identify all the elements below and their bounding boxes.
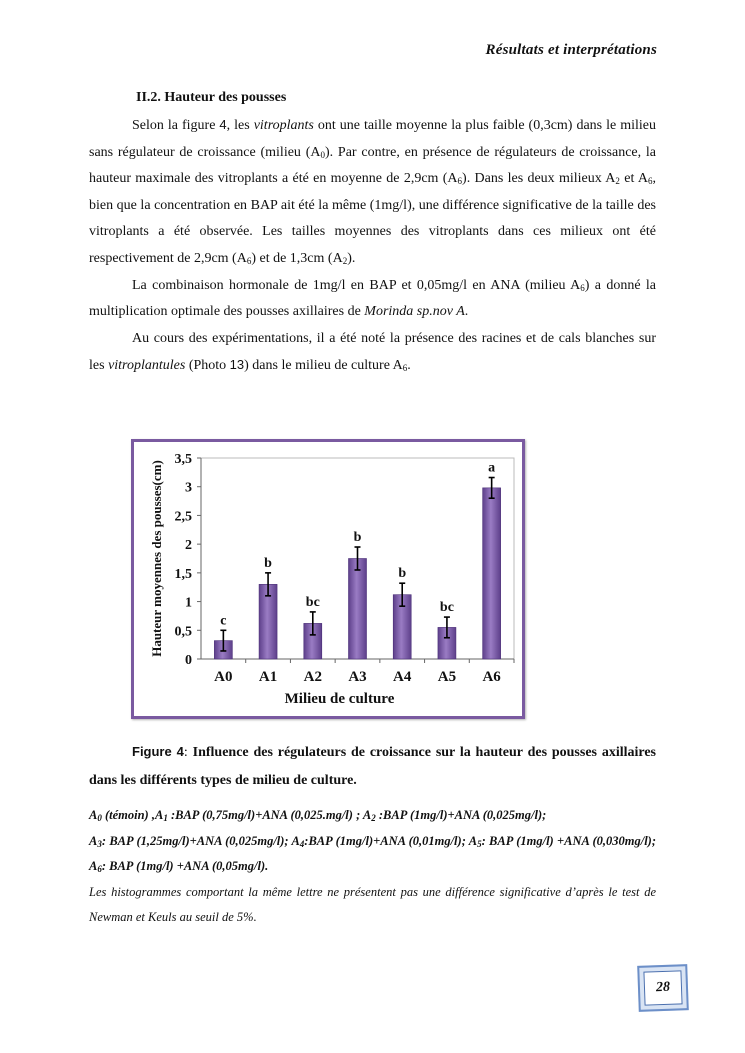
page-number-box: [637, 964, 689, 1012]
y-tick-label: 0: [185, 653, 192, 668]
significance-letter: b: [264, 555, 272, 571]
figure-legend: [89, 803, 656, 931]
running-header: Résultats et interprétations: [485, 42, 657, 58]
legend-note: Les histogrammes comportant la même lettre ne présentent pas une différence significative d’après le test de Newman et Keuls au seuil de 5%.: [89, 884, 656, 924]
y-tick-label: 3,5: [174, 452, 192, 467]
section-title: II.2. Hauteur des pousses: [136, 90, 287, 105]
y-tick-label: 0,5: [174, 624, 192, 640]
paragraph-3: Au cours des expérimentations, il a été noté la présence des racines et de cals blanches sur les vitroplantules (Photo 13) dans le milieu de culture $A_6$.: [89, 330, 656, 374]
y-tick-label: 3: [185, 480, 192, 496]
caption-text: Influence des régulateurs de croissance sur la hauteur des pousses axillaires dans les différents types de milieu de culture.: [89, 745, 656, 788]
figure-caption: Figure 4: Influence des régulateurs de croissance sur la hauteur des pousses axillaires dans les différents types de milieu de culture.: [89, 744, 656, 788]
y-tick-label: 1: [185, 595, 192, 611]
bar-a6: [483, 488, 501, 659]
significance-letter: bc: [439, 600, 454, 616]
x-axis-title: Milieu de culture: [284, 691, 395, 707]
y-tick-label: 2,5: [174, 509, 192, 525]
paragraph-2: La combinaison hormonale de 1mg/l en BAP et 0,05mg/l en ANA (milieu $A_6$) a donné la multiplication optimale des pousses axillaires de Morinda sp.nov A.: [89, 277, 656, 320]
legend-line-2: $A_3$: BAP (1,25mg/l)+ANA (0,025mg/l); $A_4:BAP$ (1mg/l)+ANA (0,01mg/l); $A_5$: BAP (1mg/l) +ANA (0,030mg/l); $A_6$: BAP (1mg/l) +ANA (0,05mg/l).: [89, 833, 657, 874]
x-tick-label: A4: [393, 669, 412, 685]
bar-chart: [134, 442, 522, 716]
significance-letter: b: [398, 566, 407, 582]
legend-line-1: $A_0$ (témoin) $,A_1$ :BAP (0,75mg/l)+ANA (0,025.mg/l) ; $A_2$ :BAP (1mg/l)+ANA (0,025mg/l);: [89, 808, 547, 823]
significance-letter: bc: [305, 594, 320, 610]
body-text: [89, 112, 656, 380]
y-tick-label: 2: [185, 538, 192, 554]
bar-a3: [349, 559, 367, 660]
significance-letter: c: [220, 613, 227, 629]
page-number: 28: [643, 970, 682, 1005]
x-tick-label: A5: [437, 669, 457, 685]
caption-label: Figure 4: [132, 744, 184, 759]
figure-4-chart: [131, 439, 525, 719]
significance-letter: a: [488, 460, 496, 476]
x-tick-label: A6: [482, 669, 501, 685]
paragraph-1: Selon la figure 4, les vitroplants ont une taille moyenne la plus faible (0,3cm) dans le milieu sans régulateur de croissance (milieu $(A_0)$. Par contre, en présence de régulateurs de croissance, la hauteur maximale des vitroplants a été en moyenne de 2,9cm $(A_6)$. Dans les deux milieux $A_2$ et $A_6$, bien que la concentration en BAP ait été la même (1mg/l), une différence significative de la taille des vitroplants a été observée. Les tailles moyennes des vitroplants dans ces milieux ont été respectivement de 2,9cm $(A_6)$ et de 1,3cm $(A_2)$.: [89, 117, 656, 266]
x-tick-label: A0: [214, 669, 233, 685]
y-axis-title: Hauteur moyennes des pousses(cm): [149, 460, 164, 657]
x-tick-label: A1: [258, 669, 278, 685]
significance-letter: b: [353, 530, 362, 546]
x-tick-label: A3: [348, 669, 367, 685]
x-tick-label: A2: [303, 669, 322, 685]
y-tick-label: 1,5: [174, 566, 192, 582]
